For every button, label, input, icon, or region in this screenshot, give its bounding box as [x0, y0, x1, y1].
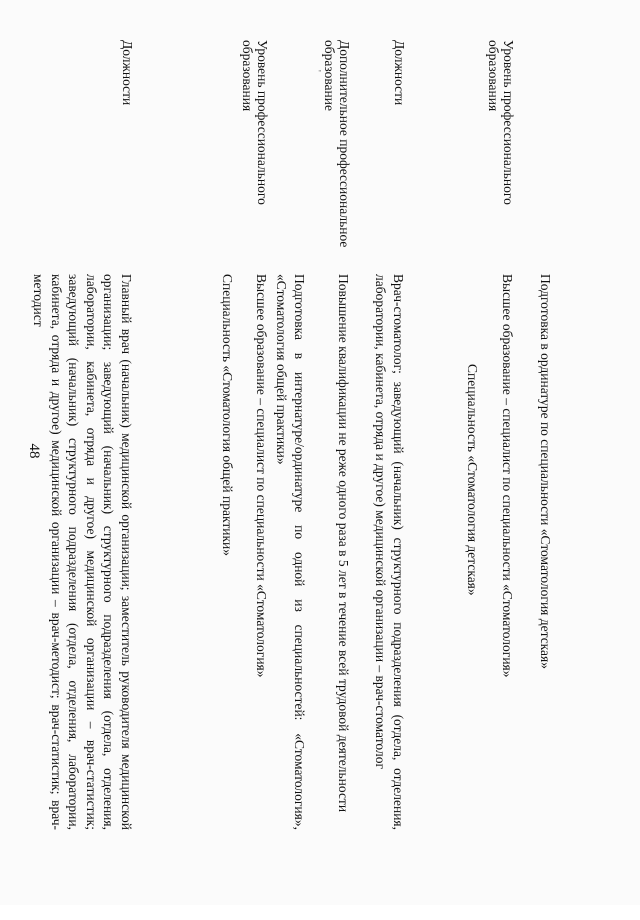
row-label-additional-education: Дополнительное профессиональное образование: [322, 40, 352, 248]
row-label-positions-dentist: Должности: [392, 40, 407, 106]
row-text-training-2: Подготовка в ординатуре по специальности «Стоматология детская»: [538, 274, 553, 669]
specialty-heading-general-practice: Специальность «Стоматология общей практики»: [220, 274, 235, 557]
row-text-positions-dentist: Врач-стоматолог; заведующий (начальник) структурного подразделения (отдела, отделения, лаборатории, кабинета, отряда и другое) медицинской организации – врач-стоматолог: [373, 274, 406, 830]
row-text-education-level-2: Высшее образование – специалист по специальности «Стоматология»: [500, 274, 515, 678]
specialty-heading-pediatric: Специальность «Стоматология детская»: [465, 364, 480, 596]
scan-mark: ': [311, 70, 322, 72]
row-text-positions: Главный врач (начальник) медицинской организации; заместитель руководителя медицинской организации; заведующий (начальник) структурного подразделения (отдела, отделения, лаборатории, кабинета, отряда и другое) медицинской организации – врач-статистик; заведующий (начальник) структурного подразделения (отдела, отделения, лаборатории, кабинета, отряда и другое) медицинской организации – врач-методист; врач-статистик; врач-методист: [31, 274, 134, 830]
row-label-positions: Должности: [120, 40, 135, 106]
page-number: 48: [26, 443, 42, 459]
row-label-education-level: Уровень профессионального образования: [240, 40, 270, 205]
row-text-education-level: Высшее образование – специалист по специальности «Стоматология»: [254, 274, 269, 678]
row-text-training: Подготовка в интернатуре/ординатуре по одной из специальностей: «Стоматология», «Стоматология общей практики»: [274, 274, 307, 830]
row-label-education-level-2: Уровень профессионального образования: [486, 40, 516, 205]
row-text-additional-education: Повышение квалификации не реже одного раза в 5 лет в течение всей трудовой деятельности: [336, 274, 351, 813]
